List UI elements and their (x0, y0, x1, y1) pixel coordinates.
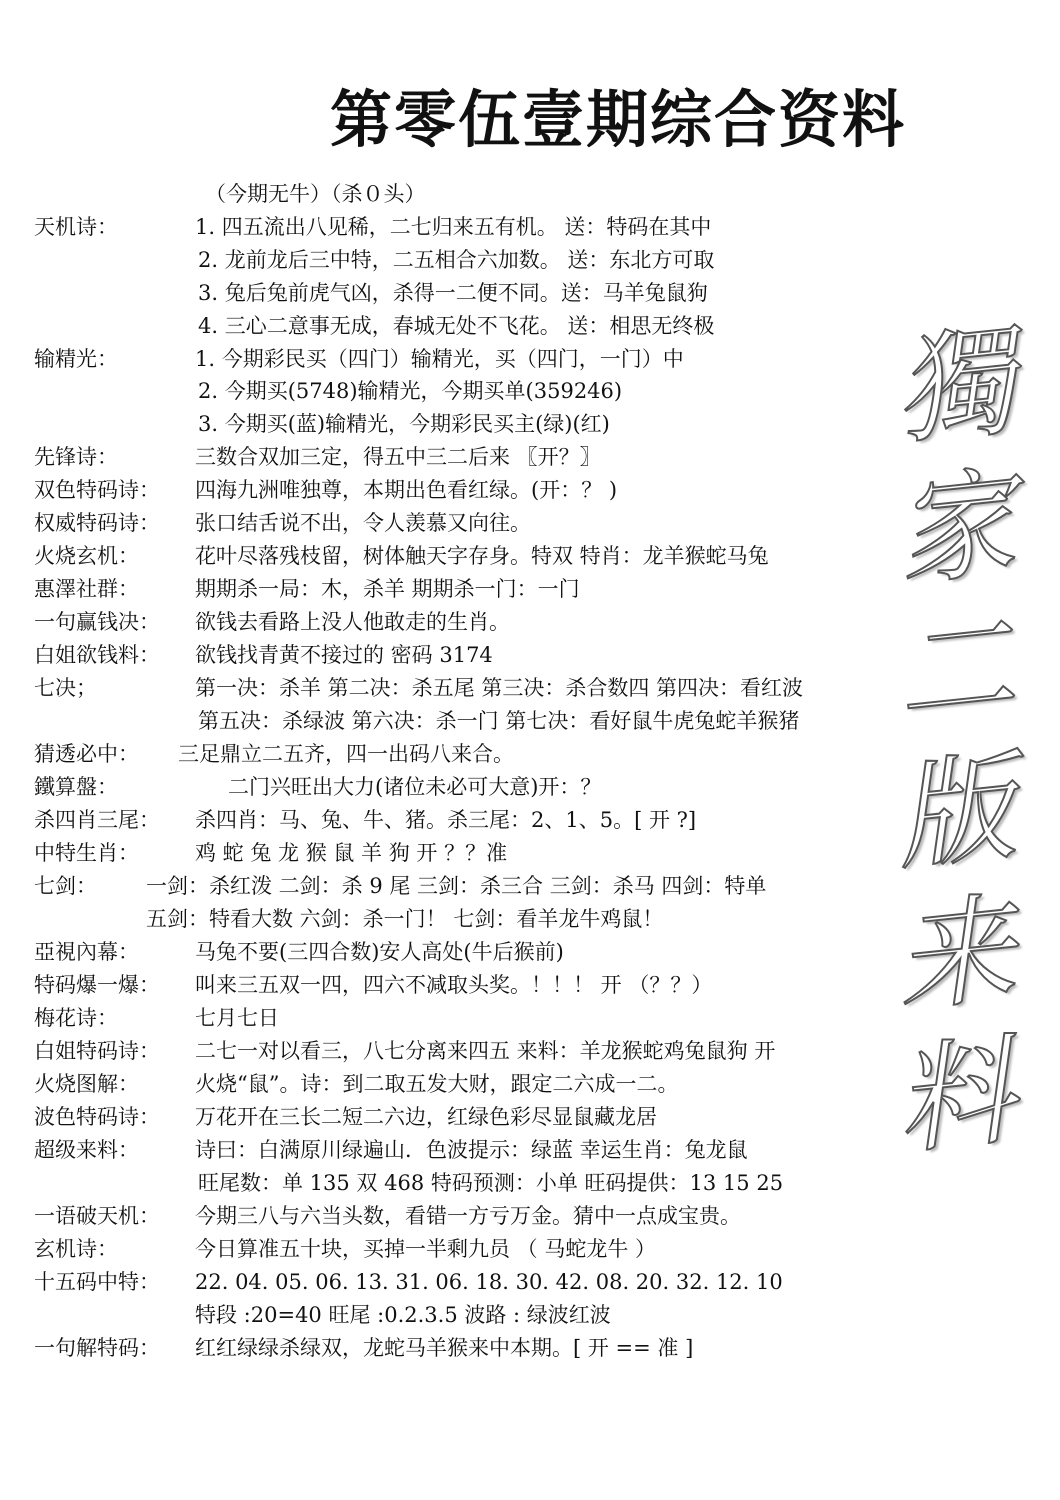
row-text: 欲钱去看路上没人他敢走的生肖。 (195, 610, 510, 634)
row-label: 一句赢钱决： (34, 610, 160, 634)
row-text: 鸡 蛇 兔 龙 猴 鼠 羊 狗 开 ？？准 (195, 841, 508, 865)
row-text: 诗曰：白满原川绿遍山．色波提示：绿蓝 幸运生肖：兔龙鼠 (195, 1138, 748, 1162)
row-text: 今期三八与六当头数，看错一方亏万金。猜中一点成宝贵。 (195, 1204, 741, 1228)
watermark-char: 家 (889, 453, 1021, 603)
info-row (0, 1299, 1060, 1331)
row-label: 杀四肖三尾： (34, 808, 160, 832)
row-label: 白姐特码诗： (34, 1039, 160, 1063)
row-text: 红红绿绿杀绿双，龙蛇马羊猴来中本期。[ 开 == 准 ] (195, 1336, 694, 1360)
row-text: 张口结舌说不出，令人羡慕又向往。 (195, 511, 531, 535)
info-row (0, 1167, 1060, 1199)
row-label: 权威特码诗： (34, 511, 160, 535)
row-label: 梅花诗： (34, 1006, 118, 1030)
row-label: 波色特码诗： (34, 1105, 160, 1129)
row-text: 3. 今期买(蓝)输精光，今期彩民买主(绿)(红) (198, 412, 610, 436)
row-text: 2. 今期买(5748)输精光，今期买单(359246) (198, 379, 623, 403)
row-text: 三足鼎立二五齐，四一出码八来合。 (178, 742, 514, 766)
row-label: 中特生肖： (34, 841, 139, 865)
row-text: 4. 三心二意事无成，春城无处不飞花。 送：相思无终极 (198, 314, 715, 338)
watermark-char: 来 (889, 879, 1021, 1029)
info-row (0, 1200, 1060, 1232)
row-text: 五剑：特看大数 六剑：杀一门！ 七剑：看羊龙牛鸡鼠！ (146, 907, 664, 931)
row-label: 七剑： (34, 874, 97, 898)
row-text: 马兔不要(三四合数)安人高处(牛后猴前) (195, 940, 564, 964)
watermark-char: 獨 (889, 311, 1021, 461)
info-row (0, 244, 1060, 276)
row-text: 欲钱找青黄不接过的 密码 3174 (195, 643, 493, 667)
watermark-char: 二 (889, 595, 1021, 745)
watermark-char: 料 (889, 1021, 1021, 1171)
row-label: 七决； (34, 676, 97, 700)
row-label: 超级来料： (34, 1138, 139, 1162)
row-text: 1. 四五流出八见稀，二七归来五有机。 送：特码在其中 (195, 215, 712, 239)
row-label: 一语破天机： (34, 1204, 160, 1228)
row-label: 火烧玄机： (34, 544, 139, 568)
subtitle: （今期无牛）（杀０头） (205, 182, 426, 206)
row-text: 2. 龙前龙后三中特，二五相合六加数。 送：东北方可取 (198, 248, 715, 272)
row-text: 今日算准五十块，买掉一半剩九员 （ 马蛇龙牛 ） (195, 1237, 657, 1261)
row-text: 一剑：杀红泼 二剑：杀 9 尾 三剑：杀三合 三剑：杀马 四剑：特单 (146, 874, 767, 898)
row-label: 十五码中特： (34, 1270, 160, 1294)
row-label: 白姐欲钱料： (34, 643, 160, 667)
info-row (0, 1266, 1060, 1298)
row-label: 鐵算盤： (34, 775, 118, 799)
row-label: 玄机诗： (34, 1237, 118, 1261)
row-text: 期期杀一局：木，杀羊 期期杀一门：一门 (195, 577, 580, 601)
row-text: 叫来三五双一四，四六不减取头奖。！！！ 开 （？？） (195, 973, 713, 997)
row-text: 七月七日 (195, 1006, 279, 1030)
row-label: 双色特码诗： (34, 478, 160, 502)
row-label: 输精光： (34, 347, 118, 371)
row-text: 花叶尽落残枝留，树体触天字存身。特双 特肖：龙羊猴蛇马兔 (195, 544, 769, 568)
row-text: 二门兴旺出大力(诸位未必可大意)开：？ (228, 775, 602, 799)
row-label: 猜透必中： (34, 742, 139, 766)
info-row (0, 1233, 1060, 1265)
info-row (0, 211, 1060, 243)
info-row (0, 277, 1060, 309)
row-text: 杀四肖：马、兔、牛、猪。杀三尾：2、1、5。[ 开 ?] (195, 808, 697, 832)
row-text: 3. 兔后兔前虎气凶，杀得一二便不同。送：马羊兔鼠狗 (198, 281, 708, 305)
info-row (0, 1332, 1060, 1364)
row-text: 第五决：杀绿波 第六决：杀一门 第七决：看好鼠牛虎兔蛇羊猴猪 (198, 709, 800, 733)
row-text: 第一决：杀羊 第二决：杀五尾 第三决：杀合数四 第四决：看红波 (195, 676, 804, 700)
row-text: 特段 :20=40 旺尾 :0.2.3.5 波路 : 绿波红波 (195, 1303, 611, 1327)
row-text: 火烧“鼠”。诗：到二取五发大财，跟定二六成一二。 (195, 1072, 679, 1096)
row-label: 特码爆一爆： (34, 973, 160, 997)
row-text: 三数合双加三定，得五中三二后来 〖开？〗 (195, 445, 601, 469)
row-label: 先锋诗： (34, 445, 118, 469)
row-label: 火烧图解： (34, 1072, 139, 1096)
row-text: 22. 04. 05. 06. 13. 31. 06. 18. 30. 42. 08. 20. 32. 12. 10 (195, 1270, 783, 1294)
row-label: 天机诗： (34, 215, 118, 239)
row-text: 1. 今期彩民买（四门）输精光，买（四门，一门）中 (195, 347, 684, 371)
row-label: 惠澤社群： (34, 577, 139, 601)
row-text: 万花开在三长二短二六边，红绿色彩尽显鼠藏龙居 (195, 1105, 657, 1129)
row-label: 一句解特码： (34, 1336, 160, 1360)
row-label: 亞視內幕： (34, 940, 139, 964)
watermark-vertical-text (880, 311, 1030, 1171)
row-text: 二七一对以看三，八七分离来四五 来料：羊龙猴蛇鸡兔鼠狗 开 (195, 1039, 776, 1063)
watermark-char: 版 (889, 737, 1021, 887)
page-title: 第零伍壹期综合资料 (330, 83, 907, 156)
row-text: 四海九洲唯独尊，本期出色看红绿。(开：？ ) (195, 478, 618, 502)
row-text: 旺尾数：单 135 双 468 特码预测：小单 旺码提供：13 15 25 (198, 1171, 784, 1195)
